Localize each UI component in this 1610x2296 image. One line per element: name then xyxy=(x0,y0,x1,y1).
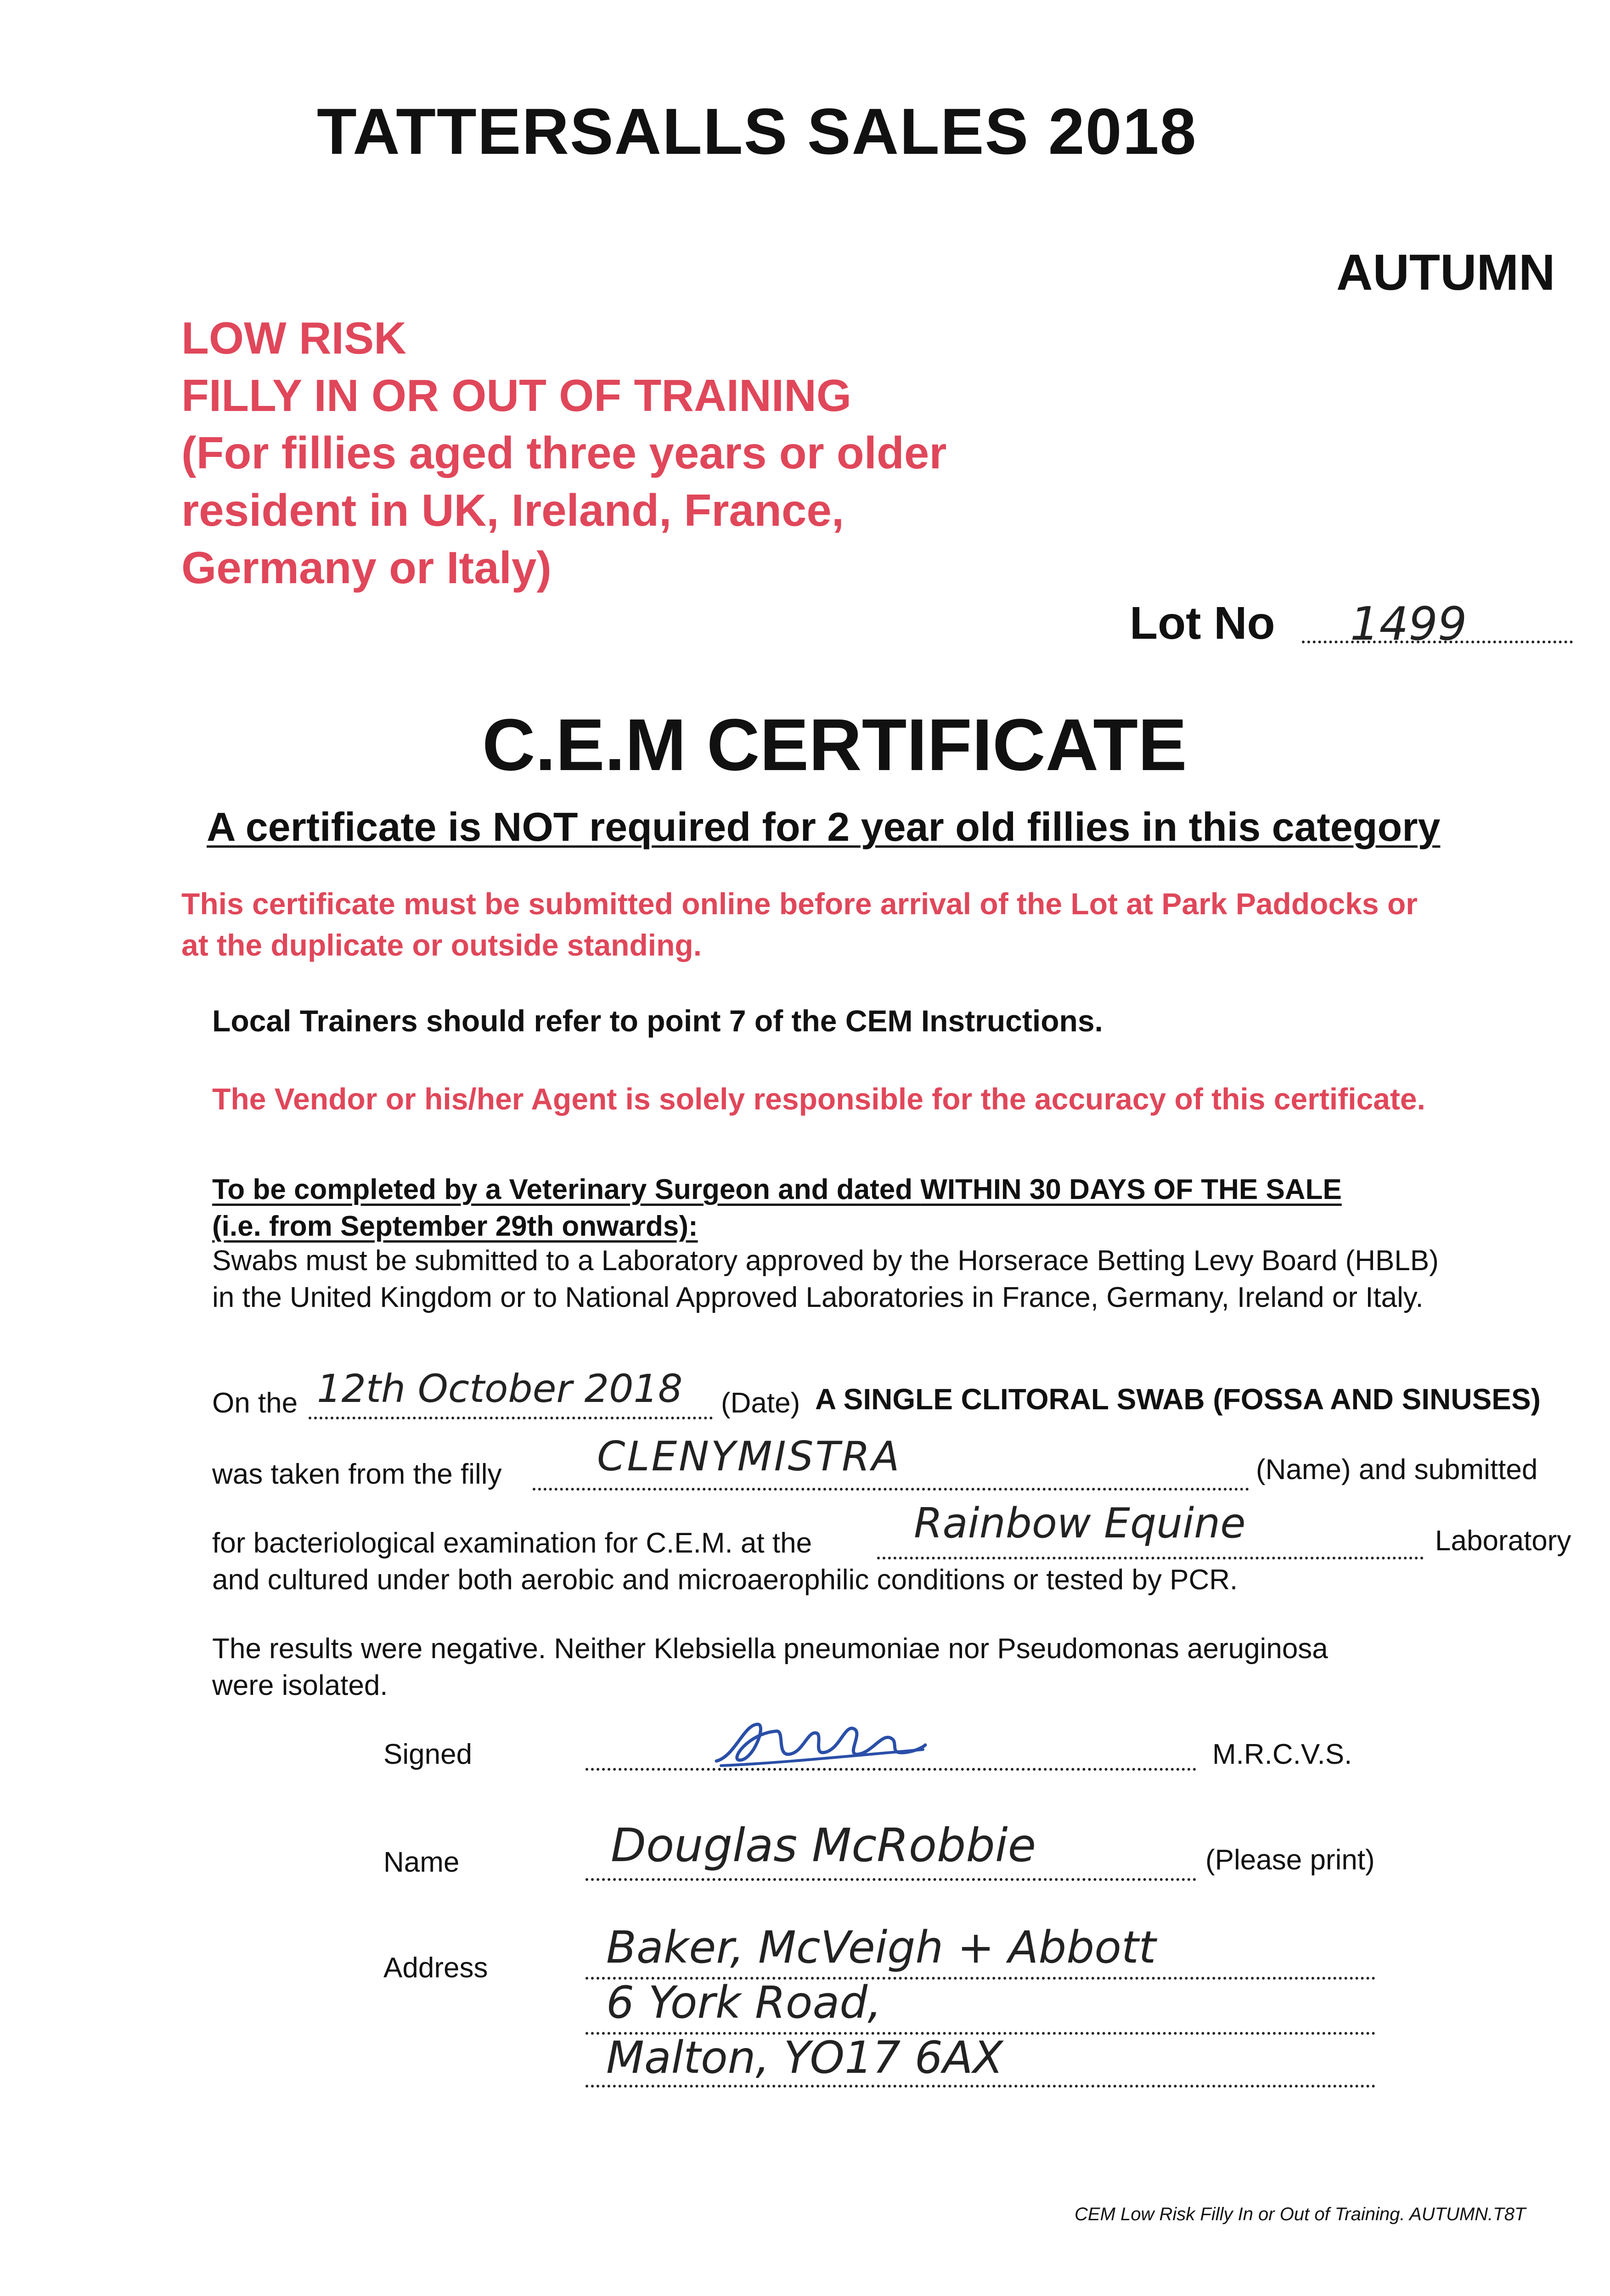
swabs-instruction-line-2: in the United Kingdom or to National Approved Laboratories in France, Germany, Ireland or Italy. xyxy=(212,1282,1424,1313)
category-detail-3: Germany or Italy) xyxy=(181,542,552,593)
taken-from-label: was taken from the filly xyxy=(212,1458,502,1490)
results-line-2: were isolated. xyxy=(212,1670,388,1701)
filly-name-dotted-line xyxy=(533,1488,1249,1491)
category-detail-2: resident in UK, Ireland, France, xyxy=(181,485,844,535)
name-dotted-line xyxy=(585,1878,1196,1881)
risk-category: LOW RISK xyxy=(181,313,406,363)
vet-heading-text: To be completed by a Veterinary Surgeon and dated xyxy=(212,1174,921,1205)
laboratory-name-value: Rainbow Equine xyxy=(914,1499,1246,1548)
vendor-responsibility-note: The Vendor or his/her Agent is solely responsible for the accuracy of this certificate. xyxy=(212,1082,1425,1116)
vet-heading-line-1 xyxy=(212,1173,1342,1206)
bacteriological-label: for bacteriological examination for C.E.M. at the xyxy=(212,1527,812,1559)
address-dotted-line-3 xyxy=(585,2085,1375,2088)
lab-suffix: Laboratory xyxy=(1435,1525,1571,1557)
vet-heading-line-2: (i.e. from September 29th onwards): xyxy=(212,1210,698,1242)
results-line-1: The results were negative. Neither Klebsiella pneumoniae nor Pseudomonas aeruginosa xyxy=(212,1633,1328,1665)
address-label: Address xyxy=(383,1952,488,1984)
address-line-3: Malton, YO17 6AX xyxy=(606,2032,1003,2083)
address-line-2: 6 York Road, xyxy=(606,1977,882,2028)
vet-name-value: Douglas McRobbie xyxy=(611,1818,1036,1872)
date-value: 12th October 2018 xyxy=(317,1366,683,1411)
sale-title: TATTERSALLS SALES 2018 xyxy=(317,95,1197,168)
date-suffix: (Date) xyxy=(721,1387,800,1419)
mrcvs-suffix: M.R.C.V.S. xyxy=(1212,1739,1352,1770)
swab-description: A SINGLE CLITORAL SWAB (FOSSA AND SINUSES) xyxy=(815,1383,1541,1416)
date-dotted-line xyxy=(309,1417,713,1419)
signed-label: Signed xyxy=(383,1739,473,1770)
signature-mark xyxy=(707,1706,928,1779)
within-30-days: WITHIN 30 DAYS OF THE SALE xyxy=(920,1174,1342,1205)
lab-dotted-line xyxy=(877,1557,1424,1559)
certificate-title: C.E.M CERTIFICATE xyxy=(482,703,1187,786)
form-reference: CEM Low Risk Filly In or Out of Training. AUTUMN.T8T xyxy=(1075,2204,1526,2224)
on-the-label: On the xyxy=(212,1387,298,1419)
cultured-text: and cultured under both aerobic and microaerophilic conditions or tested by PCR. xyxy=(212,1564,1238,1596)
name-suffix: (Name) and submitted xyxy=(1256,1454,1538,1486)
lot-number-value: 1499 xyxy=(1350,597,1467,651)
lot-label: Lot No xyxy=(1130,597,1275,649)
name-label: Name xyxy=(383,1846,460,1878)
not-required-note: A certificate is NOT required for 2 year old fillies in this category xyxy=(207,804,1441,850)
address-line-1: Baker, McVeigh + Abbott xyxy=(606,1922,1156,1973)
category-detail-1: (For fillies aged three years or older xyxy=(181,428,947,478)
sale-name: AUTUMN xyxy=(1336,244,1555,301)
local-trainers-note: Local Trainers should refer to point 7 of the CEM Instructions. xyxy=(212,1004,1103,1038)
swabs-instruction-line-1: Swabs must be submitted to a Laboratory approved by the Horserace Betting Levy Board (HBLB) xyxy=(212,1245,1439,1277)
submit-note-line-1: This certificate must be submitted online before arrival of the Lot at Park Paddocks or xyxy=(181,887,1418,921)
filly-name-value: CLENYMISTRA xyxy=(597,1433,901,1480)
filly-category: FILLY IN OR OUT OF TRAINING xyxy=(181,370,852,421)
submit-note-line-2: at the duplicate or outside standing. xyxy=(181,928,702,962)
please-print-note: (Please print) xyxy=(1205,1844,1375,1876)
